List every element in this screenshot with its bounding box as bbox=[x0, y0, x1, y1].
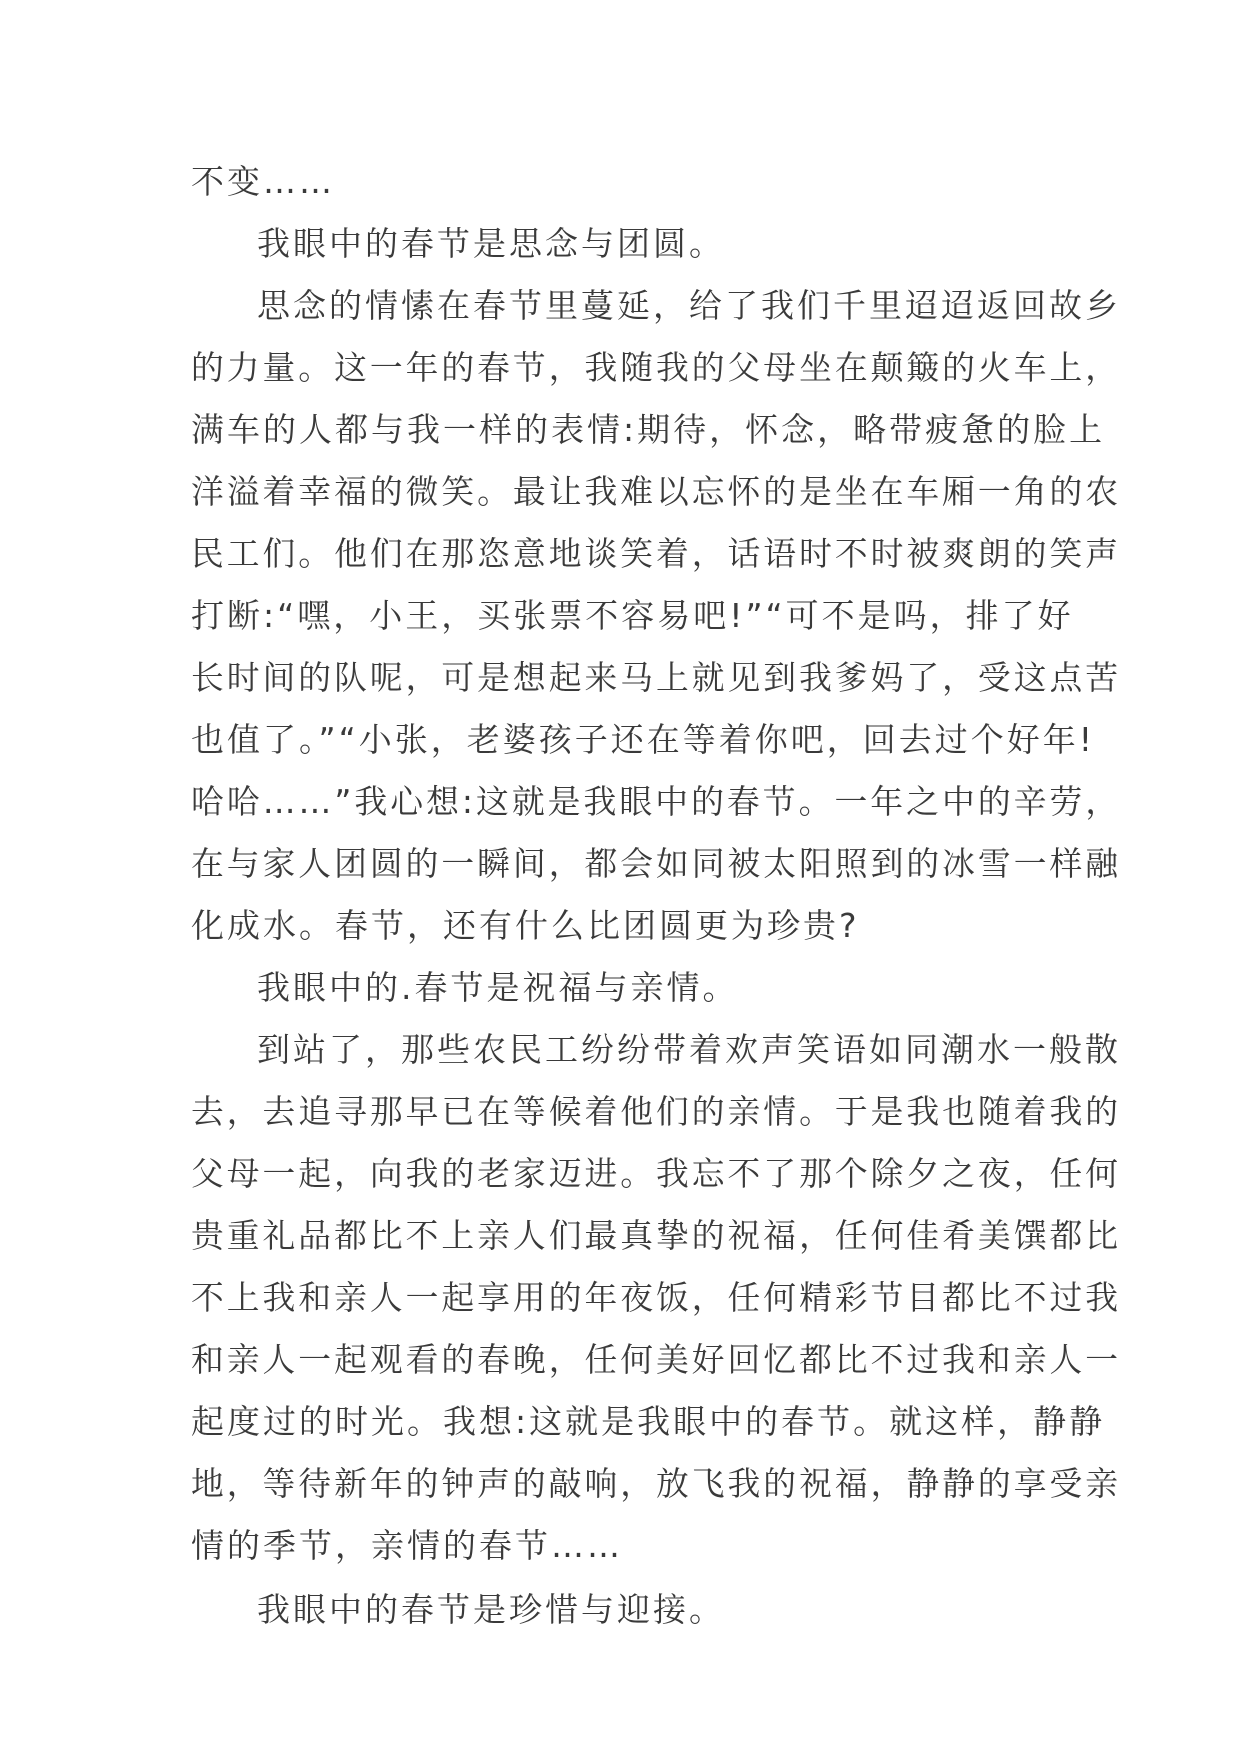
text-line: 洋溢着幸福的微笑。最让我难以忘怀的是坐在车厢一角的农 bbox=[191, 472, 1121, 511]
text-line: 长时间的队呢，可是想起来马上就见到我爹妈了，受这点苦 bbox=[191, 658, 1121, 697]
text-line: 和亲人一起观看的春晚，任何美好回忆都比不过我和亲人一 bbox=[191, 1340, 1121, 1379]
text-line: 情的季节，亲情的春节…… bbox=[191, 1526, 623, 1565]
text-line: 也值了。”“小张，老婆孩子还在等着你吧，回去过个好年! bbox=[191, 720, 1095, 759]
text-line: 满车的人都与我一样的表情:期待，怀念，略带疲惫的脸上 bbox=[191, 410, 1106, 449]
text-line: 在与家人团圆的一瞬间，都会如同被太阳照到的冰雪一样融 bbox=[191, 844, 1121, 883]
text-line: 不变…… bbox=[191, 162, 335, 201]
paragraph-heading: 我眼中的.春节是祝福与亲情。 bbox=[257, 968, 739, 1007]
text-line: 民工们。他们在那恣意地谈笑着，话语时不时被爽朗的笑声 bbox=[191, 534, 1121, 573]
text-line: 哈哈……”我心想:这就是我眼中的春节。一年之中的辛劳， bbox=[191, 782, 1122, 821]
text-line: 父母一起，向我的老家迈进。我忘不了那个除夕之夜，任何 bbox=[191, 1154, 1121, 1193]
text-line: 起度过的时光。我想:这就是我眼中的春节。就这样，静静 bbox=[191, 1402, 1106, 1441]
text-line: 不上我和亲人一起享用的年夜饭，任何精彩节目都比不过我 bbox=[191, 1278, 1121, 1317]
paragraph-heading: 我眼中的春节是珍惜与迎接。 bbox=[257, 1590, 725, 1629]
text-line: 打断:“嘿，小王，买张票不容易吧!”“可不是吗，排了好 bbox=[191, 596, 1074, 635]
text-line: 地，等待新年的钟声的敲响，放飞我的祝福，静静的享受亲 bbox=[191, 1464, 1121, 1503]
paragraph-heading: 我眼中的春节是思念与团圆。 bbox=[257, 224, 725, 263]
text-line: 化成水。春节，还有什么比团圆更为珍贵? bbox=[191, 906, 860, 945]
text-line: 去，去追寻那早已在等候着他们的亲情。于是我也随着我的 bbox=[191, 1092, 1121, 1131]
text-line: 的力量。这一年的春节，我随我的父母坐在颠簸的火车上， bbox=[191, 348, 1121, 387]
text-line: 贵重礼品都比不上亲人们最真挚的祝福，任何佳肴美馔都比 bbox=[191, 1216, 1121, 1255]
text-line: 思念的情愫在春节里蔓延，给了我们千里迢迢返回故乡 bbox=[257, 286, 1121, 325]
text-line: 到站了，那些农民工纷纷带着欢声笑语如同潮水一般散 bbox=[257, 1030, 1121, 1069]
